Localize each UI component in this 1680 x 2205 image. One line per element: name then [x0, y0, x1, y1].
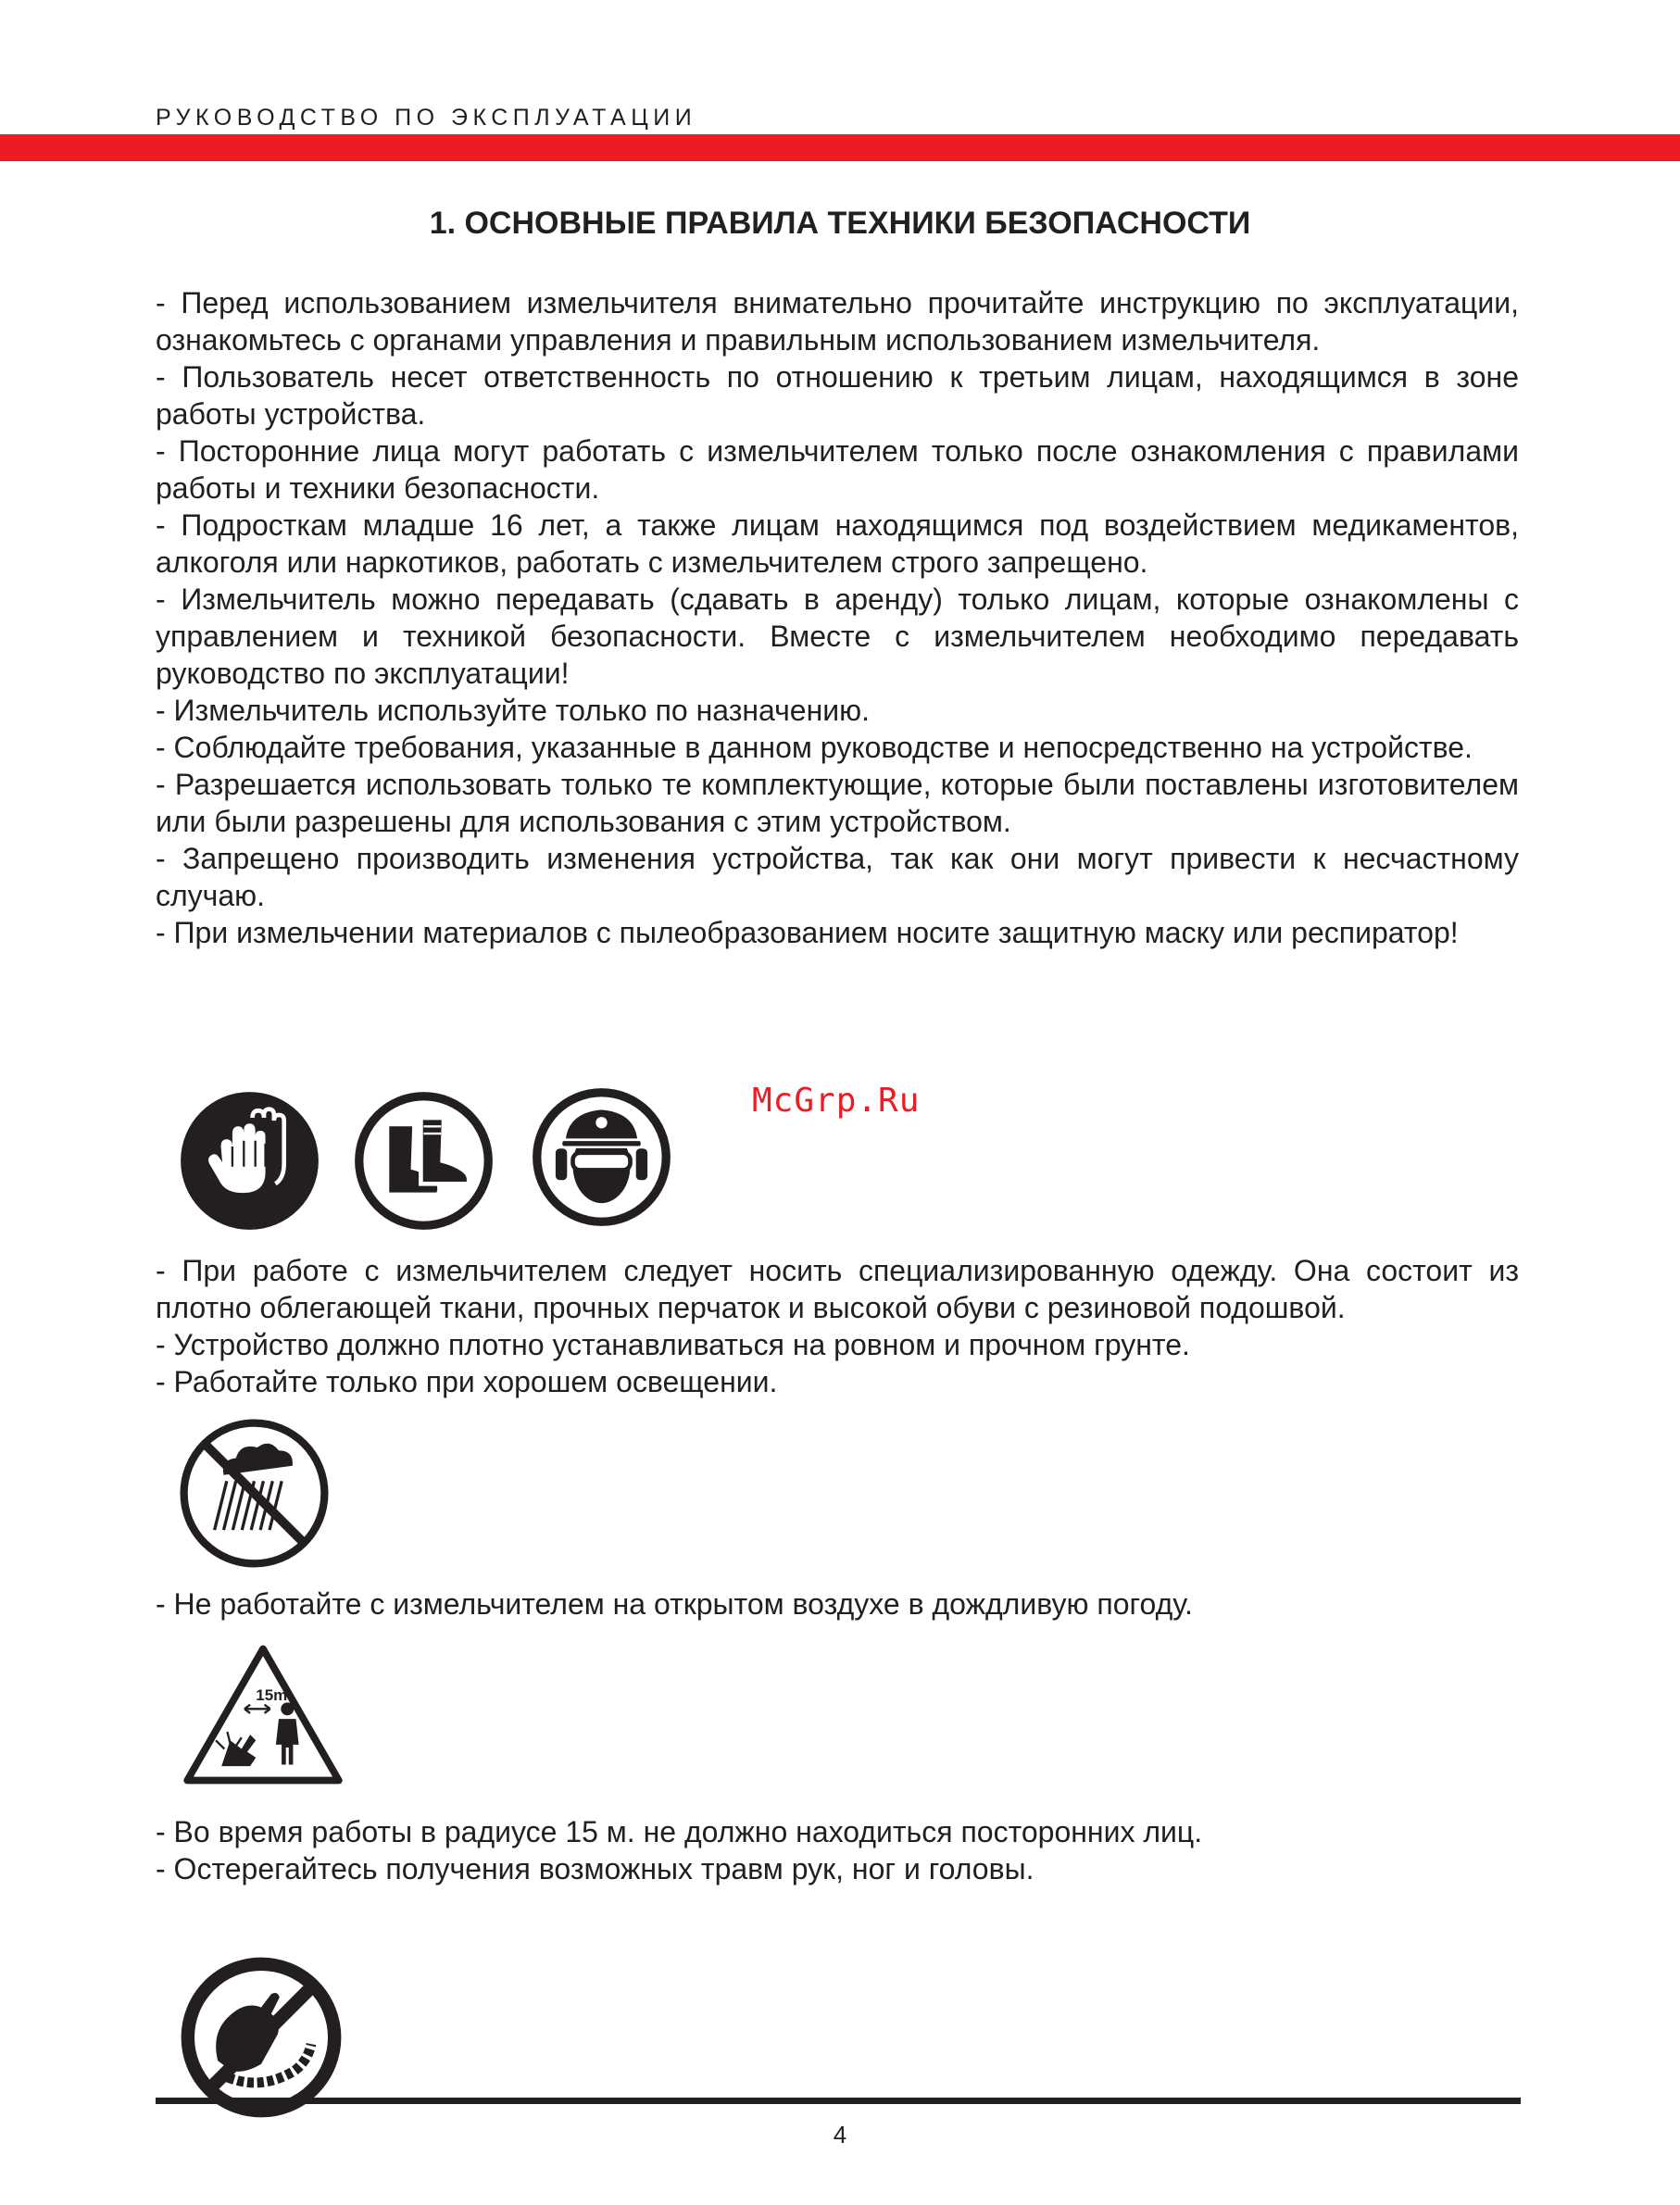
rule-paragraph: - Во время работы в радиусе 15 м. не должно находиться посторонних лиц. — [156, 1815, 1203, 1848]
rule-paragraph: - Измельчитель можно передавать (сдавать в аренду) только лицам, которые ознакомлены с управлением и техникой безопасности. Вместе с измельчителем необходимо передавать руководство по эксплуатации! — [156, 583, 1519, 690]
distance-label: 15m — [256, 1686, 288, 1705]
footer-rule — [156, 2098, 1521, 2104]
rule-paragraph: - При измельчении материалов с пылеобразованием носите защитную маску или респиратор! — [156, 916, 1459, 949]
rule-paragraph: - Соблюдайте требования, указанные в данном руководстве и непосредственно на устройстве. — [156, 731, 1473, 764]
rule-paragraph: - Измельчитель используйте только по назначению. — [156, 694, 871, 727]
rule-paragraph: - Остерегайтесь получения возможных травм рук, ног и головы. — [156, 1852, 1034, 1886]
rule-paragraph: - Подросткам младше 16 лет, а также лицам находящимся под воздействием медикаментов, алкоголя или наркотиков, работать с измельчителем строго запрещено. — [156, 508, 1519, 579]
rule-paragraph: - Устройство должно плотно устанавливаться на ровном и прочном грунте. — [156, 1328, 1190, 1361]
rule-paragraph: - Запрещено производить изменения устройства, так как они могут привести к несчастному случаю. — [156, 842, 1519, 912]
rule-paragraph: - Не работайте с измельчителем на открытом воздухе в дождливую погоду. — [156, 1587, 1193, 1621]
rule-paragraph: - Работайте только при хорошем освещении. — [156, 1365, 778, 1398]
page-number: 4 — [833, 2121, 847, 2149]
boots-icon — [352, 1089, 495, 1233]
header-red-band — [0, 134, 1680, 161]
distance-warning-icon — [182, 1643, 345, 1786]
page-title: 1. ОСНОВНЫЕ ПРАВИЛА ТЕХНИКИ БЕЗОПАСНОСТИ — [429, 206, 1251, 241]
rule-paragraph: - При работе с измельчителем следует носить специализированную одежду. Она состоит из плотно облегающей ткани, прочных перчаток и высокой обуви с резиновой подошвой. — [156, 1254, 1519, 1324]
safety-rules-block-2 — [156, 1252, 1519, 1400]
mcgrp-watermark: McGrp.Ru — [752, 1082, 921, 1120]
rule-paragraph: - Перед использованием измельчителя внимательно прочитайте инструкцию по эксплуатации, ознакомьтесь с органами управления и правильным использованием измельчителя. — [156, 286, 1519, 357]
rule-paragraph: - Посторонние лица могут работать с измельчителем только после ознакомления с правилами работы и техники безопасности. — [156, 434, 1519, 505]
rule-paragraph: - Разрешается использовать только те комплектующие, которые были поставлены изготовителем или были разрешены для использования с этим устройством. — [156, 768, 1519, 838]
no-hands-icon — [178, 1954, 345, 2121]
gloves-icon — [178, 1089, 321, 1233]
safety-rules-block-3 — [156, 1585, 1519, 1622]
rule-paragraph: - Пользователь несет ответственность по отношению к третьим лицам, находящимся в зоне работы устройства. — [156, 360, 1519, 431]
safety-rules-block-4 — [156, 1813, 1519, 1887]
safety-rules-block-1 — [156, 284, 1519, 951]
manual-header-label: РУКОВОДСТВО ПО ЭКСПЛУАТАЦИИ — [156, 105, 697, 131]
no-rain-icon — [178, 1417, 331, 1570]
face-protection-icon — [530, 1085, 673, 1229]
